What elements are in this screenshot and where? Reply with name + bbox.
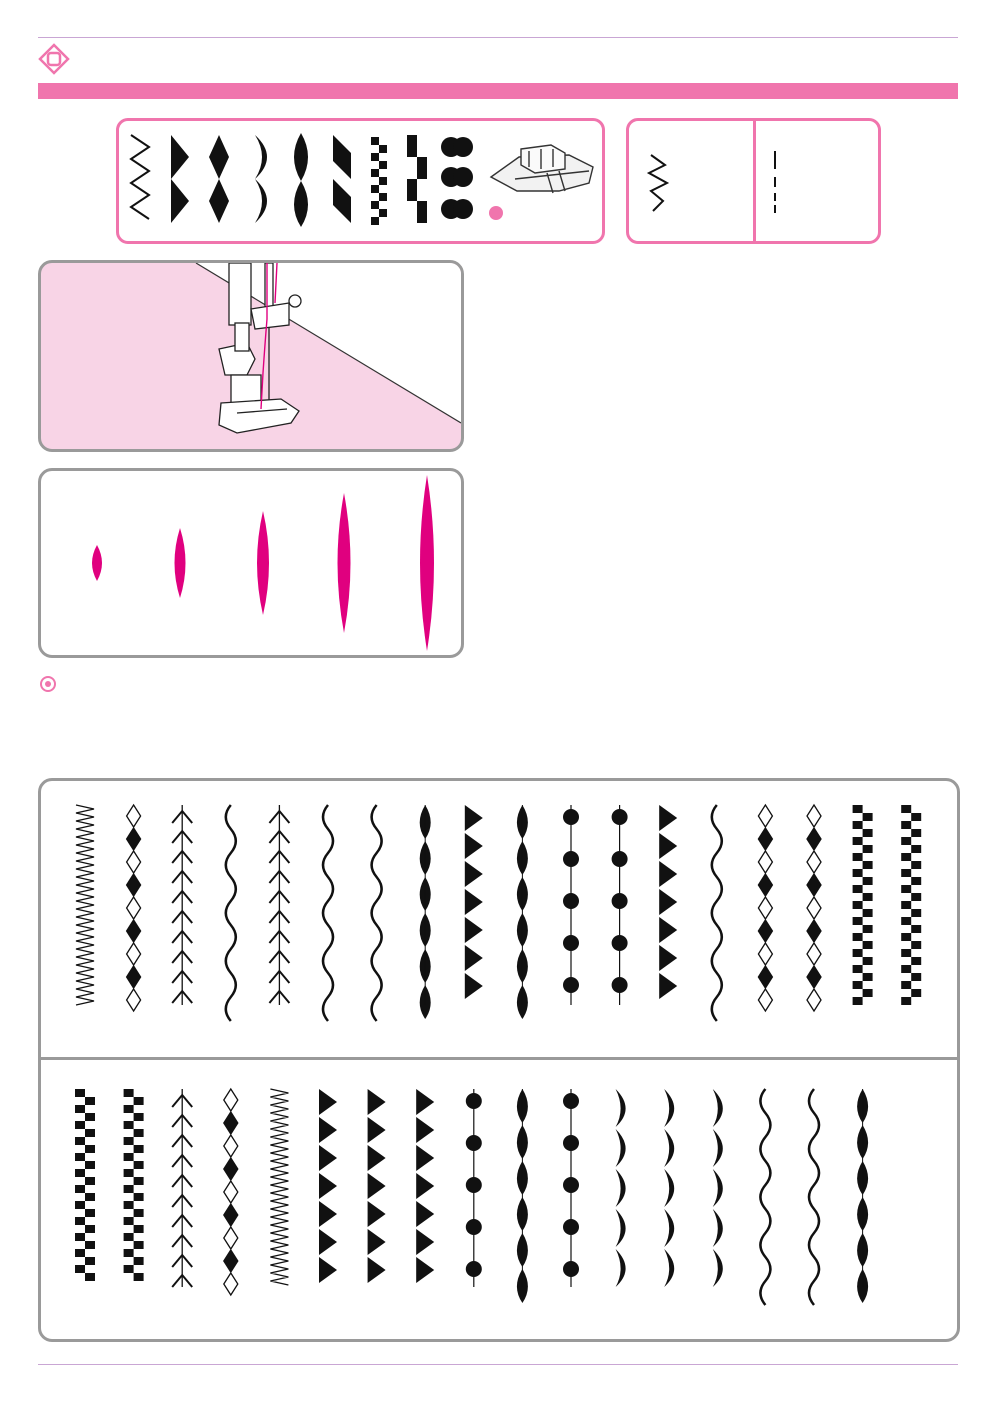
stitch-sample-r2-13: [664, 1089, 674, 1287]
stitch-sample-r1-9: [465, 805, 483, 999]
diamond-bullet-icon: [38, 43, 70, 75]
stitch-sample-r2-2: [124, 1089, 144, 1281]
satin-length-illustration: [38, 468, 464, 658]
slant-stitch-icon: [333, 135, 351, 223]
satin-shape-3: [257, 511, 269, 615]
oval-stitch-icon: [294, 133, 308, 227]
sewing-illustration: [38, 260, 464, 452]
stitch-sample-r2-5: [270, 1089, 288, 1285]
block-stitch-icon: [407, 135, 427, 223]
circle-bullet-icon: [38, 674, 58, 694]
satin-shape-1: [92, 545, 102, 581]
stitch-sample-r1-18: [901, 805, 921, 1005]
stitch-sample-r2-11: [563, 1089, 579, 1287]
checker-stitch-icon: [371, 137, 387, 225]
zigzag-stitch-icon: [131, 135, 149, 219]
stitch-sample-r1-15: [758, 805, 772, 1011]
stitch-sample-r1-5: [269, 805, 289, 1005]
stitch-sample-r2-14: [713, 1089, 723, 1287]
selected-indicator-dot: [489, 206, 503, 220]
stitch-sample-r2-16: [809, 1089, 819, 1305]
stitch-sample-r1-6: [323, 805, 333, 1021]
stitch-sample-r2-7: [368, 1089, 386, 1283]
stitch-settings-panel: [626, 118, 881, 244]
satin-shape-2: [175, 528, 186, 598]
satin-presser-foot-icon: [491, 145, 593, 193]
crescent-stitch-icon: [255, 135, 267, 223]
stitch-sample-r2-17: [857, 1089, 868, 1303]
stitch-sample-r1-3: [172, 805, 192, 1005]
stitch-sample-r1-17: [853, 805, 873, 1005]
triangle-stitch-icon: [171, 135, 189, 223]
stitch-sample-r2-10: [517, 1089, 528, 1303]
bottom-rule: [38, 1364, 958, 1365]
stitch-sample-r1-11: [563, 805, 579, 1005]
top-rule: [38, 37, 958, 38]
heart-stitch-icon: [441, 137, 473, 219]
stitch-sample-r1-7: [372, 805, 382, 1021]
stitch-width-icon: [649, 155, 667, 211]
stitch-sample-r2-3: [172, 1089, 192, 1287]
stitch-sample-r2-1: [75, 1089, 95, 1281]
stitch-sample-r2-8: [416, 1089, 434, 1283]
stitch-sample-r1-14: [712, 805, 722, 1021]
stitch-sample-r1-12: [612, 805, 628, 1005]
stitch-sample-r2-4: [224, 1089, 238, 1295]
stitch-sample-r1-1: [76, 805, 94, 1005]
satin-shape-5: [420, 475, 434, 651]
stitch-pattern-panel: [116, 118, 605, 244]
stitch-sample-r2-6: [319, 1089, 337, 1283]
stitch-sample-r1-16: [807, 805, 821, 1011]
diamond-stitch-icon: [209, 135, 229, 223]
stitch-sample-r2-15: [760, 1089, 770, 1305]
stitch-sample-r2-12: [616, 1089, 626, 1287]
stitch-sample-r1-10: [517, 805, 528, 1019]
stitch-sample-r1-13: [659, 805, 677, 999]
section-header-bar: [38, 83, 958, 99]
satin-shape-4: [338, 493, 351, 633]
stitch-sample-r1-4: [226, 805, 236, 1021]
stitch-sample-r1-2: [127, 805, 141, 1011]
stitch-sample-r1-8: [420, 805, 431, 1019]
stitch-sample-r2-9: [466, 1089, 482, 1287]
stitch-sample-chart: [38, 778, 960, 1342]
